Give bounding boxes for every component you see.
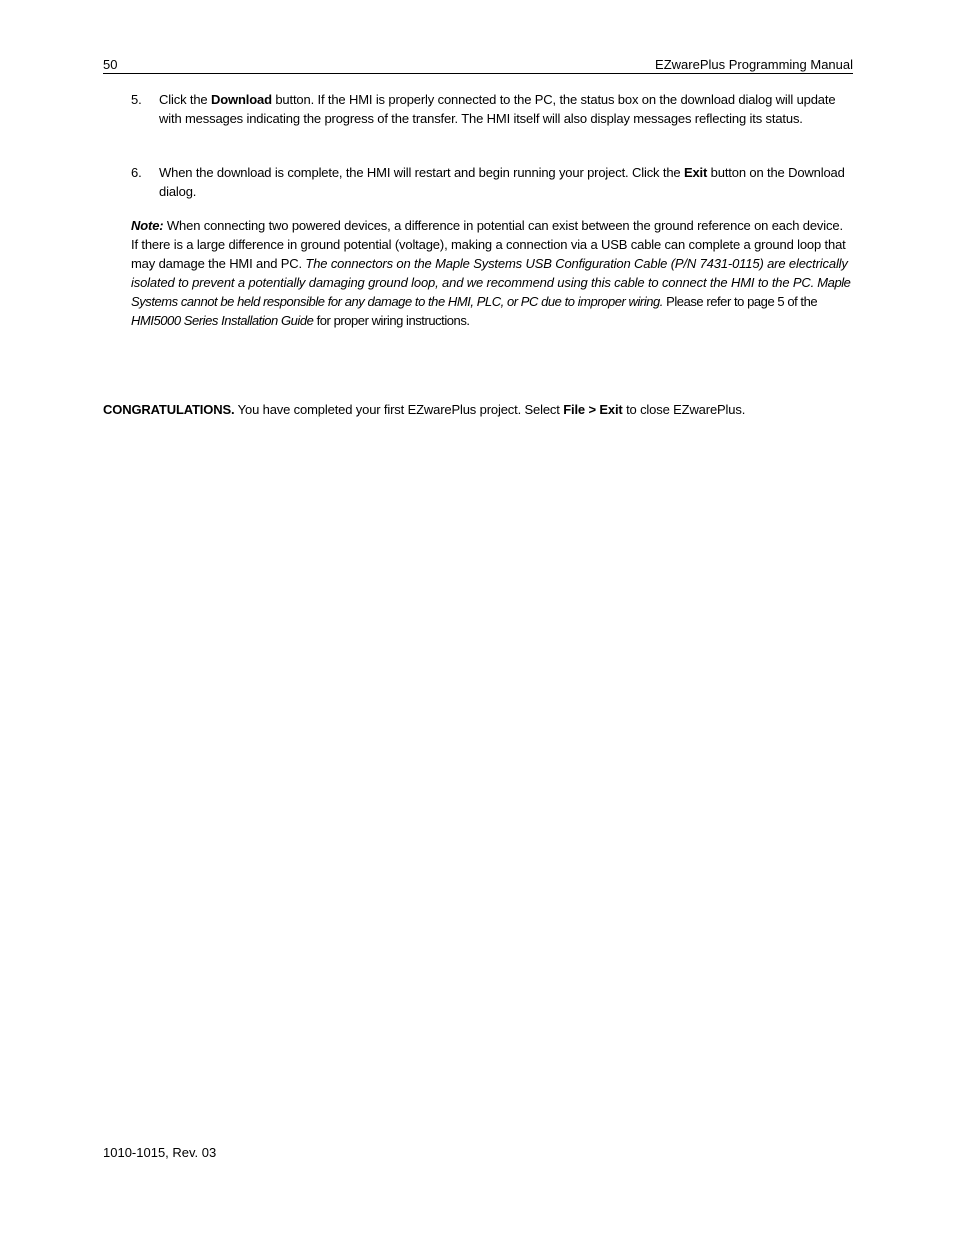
step-text-run: When the download is complete, the HMI will restart and begin running your project. Click the [159, 165, 684, 180]
file-exit-reference: File > Exit [563, 402, 623, 417]
note-text-run: When connecting two powered devices, a difference in potential can exist between the ground reference on each device. If there is a large difference in ground potential (voltage), making a connection via a USB cable can complete a ground loop that may damage the HMI and PC. [131, 218, 846, 271]
step-5 [131, 90, 853, 128]
manual-title: EZwarePlus Programming Manual [655, 57, 853, 72]
installation-guide-reference: HMI5000 Series Installation Guide [131, 313, 314, 328]
step-number: 5. [131, 92, 142, 107]
step-6 [131, 163, 853, 201]
congratulations-paragraph [103, 400, 853, 419]
page-footer [103, 1144, 216, 1161]
page-header [103, 57, 853, 74]
note-text-run: Please refer to page 5 of the [662, 294, 818, 309]
note-text-run: for proper wiring instructions. [313, 313, 470, 328]
document-revision: 1010-1015, Rev. 03 [103, 1145, 217, 1160]
note-italic-run: Maple Systems cannot be held responsible for any damage to the HMI, PLC, or PC due to improper wiring. [131, 275, 851, 309]
step-text [159, 90, 853, 128]
step-number: 6. [131, 165, 142, 180]
page-number: 50 [103, 57, 118, 72]
congratulations-label: CONGRATULATIONS. [103, 402, 235, 417]
step-text-run: button. If the HMI is properly connected to the PC, the status box on the download dialog will update with messages indicating the progress of the transfer. The HMI itself will also display messages reflecting its status. [159, 92, 836, 126]
note-italic-run: The connectors on the Maple Systems USB Configuration Cable (P/N 7431-0115) are electrically isolated to prevent a potentially damaging ground loop, and we recommend using this cable to connect the HMI to the PC. [131, 256, 848, 290]
step-text-run: button on the Download dialog. [159, 165, 845, 199]
congrats-text-run: You have completed your first EZwarePlus project. Select [234, 402, 564, 417]
download-button-reference: Download [210, 92, 272, 107]
step-text-run: Click the [159, 92, 211, 107]
congrats-text-run: to close EZwarePlus. [622, 402, 746, 417]
exit-button-reference: Exit [683, 165, 708, 180]
wiring-note [131, 216, 853, 330]
step-text [159, 163, 853, 201]
note-label: Note: [131, 218, 164, 233]
